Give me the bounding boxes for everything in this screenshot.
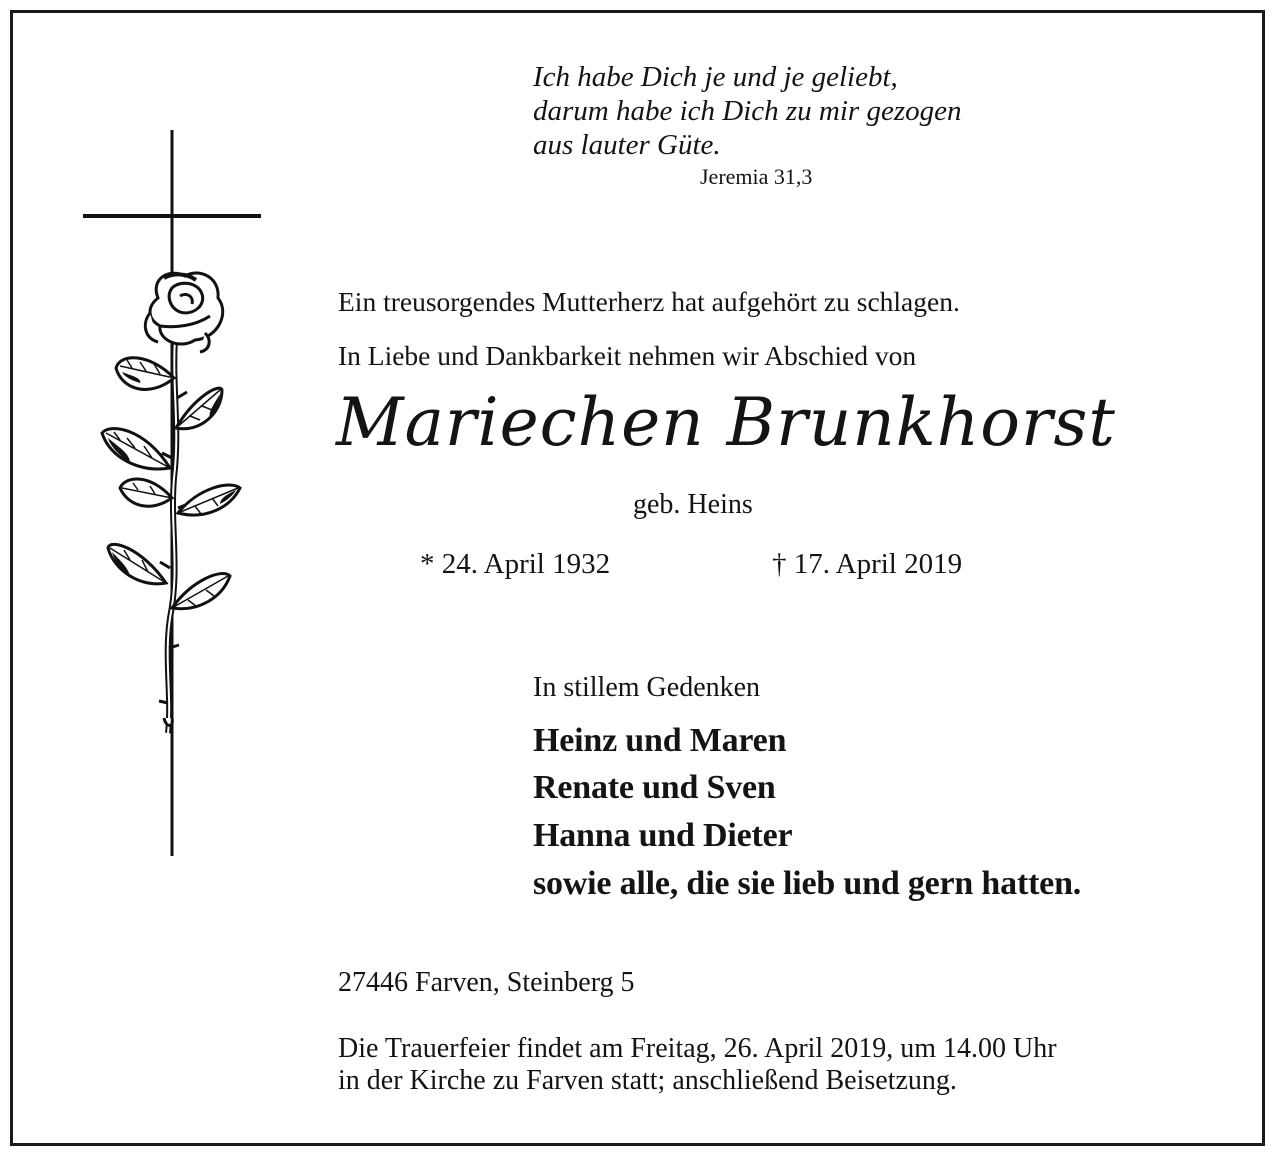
verse-line-3: aus lauter Güte. bbox=[533, 129, 721, 161]
intro-line-1: Ein treusorgendes Mutterherz hat aufgehört zu schlagen. bbox=[338, 286, 960, 317]
funeral-info bbox=[338, 1033, 1057, 1097]
death-date: † 17. April 2019 bbox=[772, 548, 963, 580]
mourner-line: Hanna und Dieter bbox=[533, 817, 793, 854]
mourner-line: sowie alle, die sie lieb und gern hatten. bbox=[533, 865, 1082, 902]
bible-verse bbox=[533, 60, 962, 162]
funeral-line-1: Die Trauerfeier findet am Freitag, 26. April 2019, um 14.00 Uhr bbox=[338, 1033, 1057, 1064]
birth-date: * 24. April 1932 bbox=[420, 548, 611, 580]
cross-with-rose-icon bbox=[80, 128, 270, 858]
mourners-heading: In stillem Gedenken bbox=[533, 672, 761, 703]
mourner-line: Renate und Sven bbox=[533, 769, 776, 806]
verse-reference: Jeremia 31,3 bbox=[700, 164, 813, 189]
intro-line-2: In Liebe und Dankbarkeit nehmen wir Abschied von bbox=[338, 340, 917, 371]
verse-line-1: Ich habe Dich je und je geliebt, bbox=[533, 61, 898, 93]
birth-name: geb. Heins bbox=[633, 489, 753, 520]
deceased-name: Mariechen Brunkhorst bbox=[336, 384, 1116, 461]
funeral-line-2: in der Kirche zu Farven statt; anschließend Beisetzung. bbox=[338, 1065, 957, 1096]
family-address: 27446 Farven, Steinberg 5 bbox=[338, 967, 635, 998]
verse-line-2: darum habe ich Dich zu mir gezogen bbox=[533, 95, 962, 127]
mourner-line: Heinz und Maren bbox=[533, 722, 787, 759]
